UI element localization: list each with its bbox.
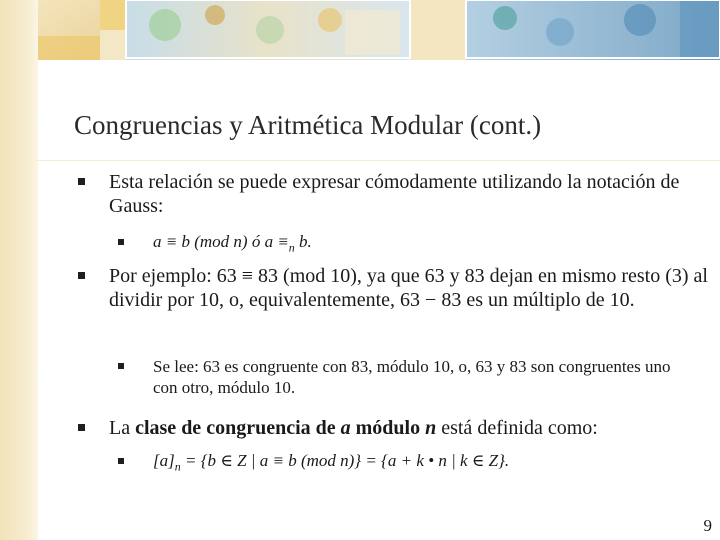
- bullet-3-var-n: n: [425, 417, 437, 439]
- formula-subscript: n: [174, 459, 181, 474]
- bullet-3-lead: La: [109, 417, 136, 439]
- header-banner: [0, 0, 720, 60]
- bullet-3-var-a: a: [340, 417, 351, 439]
- bullet-2-sub-text: Se lee: 63 es congruente con 83, módulo 10, o, 63 y 83 son congruentes uno con otro, módulo 10.: [153, 357, 671, 397]
- bullet-2-text: Por ejemplo: 63 ≡ 83 (mod 10), ya que 63 y 83 dejan en mismo resto (3) al dividir por 10, o, equivalentemente, 63 − 83 es un múltiplo de 10.: [109, 265, 708, 311]
- sub-bullet-marker: [118, 458, 124, 464]
- left-decorative-band: [0, 0, 38, 540]
- bullet-marker: [78, 178, 85, 185]
- bullet-3-bold-1: clase de congruencia de: [135, 417, 341, 439]
- title-divider: [36, 160, 720, 161]
- sub-bullet-marker: [118, 363, 124, 369]
- sub-bullet-marker: [118, 239, 124, 245]
- formula-subscript: n: [288, 240, 295, 255]
- bullet-3-trail: está definida como:: [436, 417, 598, 439]
- bullet-3-text: [109, 416, 717, 440]
- slide-title: Congruencias y Aritmética Modular (cont.): [74, 110, 542, 140]
- bullet-marker: [78, 272, 85, 279]
- bullet-3-sub-formula: [153, 451, 509, 474]
- formula-text: a ≡ b (mod n) ó a ≡: [153, 232, 289, 251]
- formula-text-end: = {b ∈ Z | a ≡ b (mod n)} = {a + k • n | k ∈ Z}.: [180, 451, 510, 470]
- bullet-marker: [78, 424, 85, 431]
- bullet-1-text: Esta relación se puede expresar cómodamente utilizando la notación de Gauss:: [109, 171, 680, 217]
- page-number: 9: [703, 516, 712, 535]
- banner-art: [0, 0, 720, 60]
- formula-text: [a]: [153, 451, 175, 470]
- bullet-1-sub-formula: [153, 232, 312, 255]
- bullet-3-bold-2: módulo: [350, 417, 426, 439]
- formula-text-end: b.: [294, 232, 312, 251]
